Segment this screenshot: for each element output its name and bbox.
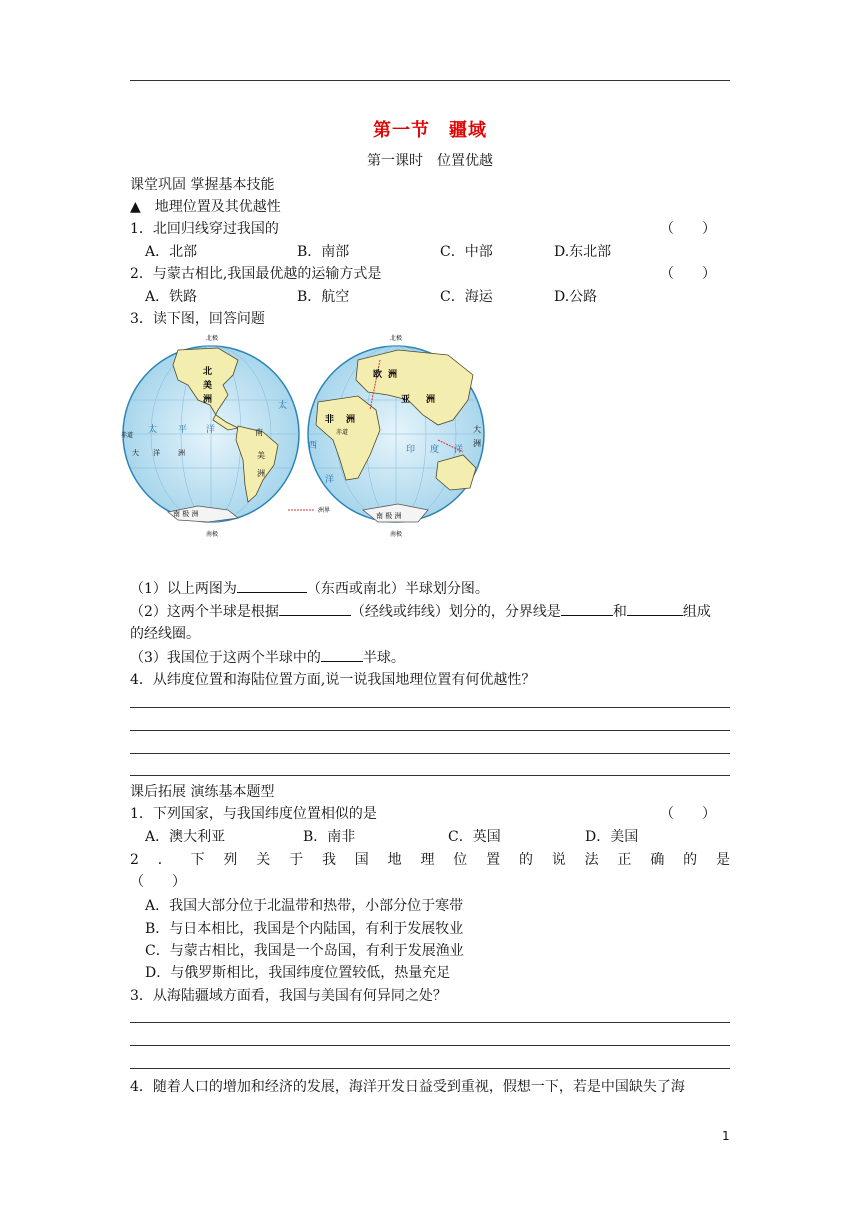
map-scale-label: 洲界 (318, 507, 331, 514)
pacific-label-3: 洋 (206, 425, 216, 435)
east-equator-label: 赤道 (336, 429, 349, 436)
header-rule (130, 80, 730, 81)
s1-q3-part1 (130, 578, 489, 599)
s1-q3-p2-end: 组成 (682, 604, 711, 620)
s1-q3-p2-blank2[interactable] (561, 601, 613, 616)
page-subtitle: 第一课时 位置优越 (367, 153, 493, 169)
s1-q3-p2-blank1[interactable] (279, 601, 351, 616)
s2-q1-option-b[interactable]: B．南非 (303, 829, 356, 845)
s1-q3-p3-prefix: （3）我国位于这两个半球中的 (130, 650, 321, 666)
s2-q2-option-d[interactable]: D．与俄罗斯相比，我国纬度位置较低，热量充足 (145, 965, 451, 981)
s1-q3-p2-blank3[interactable] (627, 601, 683, 616)
indian-label-3: 洋 (454, 445, 464, 455)
oceania-label-2: 洲 (473, 439, 481, 448)
page-title: 第一节 疆域 (373, 120, 487, 141)
s1-q2-option-a[interactable]: A．铁路 (145, 289, 198, 305)
s1-q1-option-b[interactable]: B．南部 (297, 244, 350, 260)
indian-label-2: 度 (430, 445, 440, 455)
west-north-pole-label: 北极 (206, 335, 219, 342)
s1-q1-text: 1．北回归线穿过我国的 (130, 221, 279, 237)
s1-q4-answer-line-3[interactable] (130, 753, 730, 754)
section2-heading: 课后拓展 演练基本题型 (130, 784, 275, 800)
s2-q3-answer-line-3[interactable] (130, 1068, 730, 1069)
s1-q1-option-d[interactable]: D.东北部 (554, 244, 612, 260)
s2-q1-option-d[interactable]: D．美国 (585, 829, 639, 845)
s2-q2-paren[interactable]: （ ） (130, 874, 186, 890)
pacific-label-2: 平 (178, 425, 188, 435)
s1-q3-part3 (130, 647, 405, 668)
ocean-label: 洋 (325, 475, 335, 485)
s1-q2-option-d[interactable]: D.公路 (554, 289, 598, 305)
s2-q3-answer-line-1[interactable] (130, 1022, 730, 1023)
s1-q1-paren[interactable]: （ ） (660, 221, 716, 237)
s2-q1-option-a[interactable]: A．澳大利亚 (145, 829, 226, 845)
europe-label-2: 洲 (388, 370, 398, 380)
s1-q3-p2-and: 和 (612, 604, 627, 620)
s1-q3-p3-blank[interactable] (321, 647, 363, 662)
indian-label-1: 印 (406, 445, 416, 455)
africa-label-1: 非 (325, 415, 335, 425)
s2-q1-option-c[interactable]: C．英国 (448, 829, 501, 845)
s1-q1-option-a[interactable]: A．北部 (145, 244, 198, 260)
s1-q1-option-c[interactable]: C．中部 (440, 244, 493, 260)
europe-label-1: 欧 (373, 370, 383, 380)
asia-label-2: 洲 (426, 395, 436, 405)
s1-q3-text: 3．读下图，回答问题 (130, 311, 265, 327)
s1-q4-answer-line-2[interactable] (130, 730, 730, 731)
sa-label-1: 南 (255, 428, 263, 437)
pacific-label-1: 太 (148, 425, 158, 435)
west-south-pole-label: 南极 (206, 531, 219, 538)
oceania-label-1: 大 (473, 425, 481, 434)
africa-label-2: 洲 (346, 415, 356, 425)
s2-q2-option-c[interactable]: C．与蒙古相比，我国是一个岛国，有利于发展渔业 (145, 943, 464, 959)
west-equator-label: 赤道 (121, 432, 134, 439)
west-small-label-3: 洲 (178, 449, 185, 457)
s1-q3-p1-prefix: （1）以上两图为 (130, 581, 237, 597)
s1-q4-answer-line-4[interactable] (130, 775, 730, 776)
s1-q2-text: 2．与蒙古相比,我国最优越的运输方式是 (130, 266, 382, 282)
s1-q4-answer-line-1[interactable] (130, 707, 730, 708)
s2-q2-option-b[interactable]: B．与日本相比，我国是个内陆国，有利于发展牧业 (145, 921, 464, 937)
east-south-pole-label: 南极 (390, 531, 403, 538)
s1-q3-p2-prefix: （2）这两个半球是根据 (130, 604, 279, 620)
s1-q3-p3-suffix: 半球。 (362, 650, 405, 666)
atlantic-east-label: 西 (308, 441, 318, 451)
west-small-label-2: 洋 (153, 449, 160, 457)
sa-label-2: 美 (257, 451, 265, 460)
s1-q2-paren[interactable]: （ ） (660, 266, 716, 282)
s1-q2-option-b[interactable]: B．航空 (297, 289, 350, 305)
s2-q2-option-a[interactable]: A．我国大部分位于北温带和热带，小部分位于寒带 (145, 898, 464, 914)
s2-q4-text: 4．随着人口的增加和经济的发展，海洋开发日益受到重视，假想一下，若是中国缺失了海 (130, 1079, 685, 1095)
na-label-1: 北 (203, 367, 213, 377)
na-label-2: 美 (203, 381, 213, 391)
asia-label-1: 亚 (401, 395, 411, 405)
sa-label-3: 洲 (257, 469, 265, 478)
section1-heading: 课堂巩固 掌握基本技能 (130, 177, 275, 193)
s2-q3-answer-line-2[interactable] (130, 1045, 730, 1046)
s2-q3-text: 3．从海陆疆域方面看，我国与美国有何异同之处？ (130, 988, 447, 1004)
s1-q3-p1-suffix: （东西或南北）半球划分图。 (306, 581, 489, 597)
east-antarctica-label: 南 极 洲 (376, 512, 402, 520)
s1-q3-p1-blank[interactable] (237, 578, 307, 593)
s2-q1-paren[interactable]: （ ） (660, 806, 716, 822)
s2-q1-text: 1．下列国家，与我国纬度位置相似的是 (130, 806, 377, 822)
s1-q3-p2-continuation: 的经线圈。 (130, 626, 200, 642)
atlantic-label: 太 (278, 401, 288, 411)
s1-q3-part2 (130, 601, 711, 622)
west-antarctica-label: 南 极 洲 (173, 510, 199, 518)
east-north-pole-label: 北极 (390, 335, 403, 342)
hemispheres-map (118, 330, 498, 542)
s1-q4-text: 4．从纬度位置和海陆位置方面,说一说我国地理位置有何优越性？ (130, 672, 536, 688)
west-small-label-1: 大 (132, 449, 139, 457)
na-label-3: 洲 (203, 395, 213, 405)
s2-q2-text: 2．下列关于我国地理位置的说法正确的是 (130, 852, 730, 868)
s1-q2-option-c[interactable]: C．海运 (440, 289, 493, 305)
section1-topic: ▲ 地理位置及其优越性 (130, 199, 281, 215)
page-number: 1 (722, 1129, 730, 1143)
s1-q3-p2-mid: （经线或纬线）划分的，分界线是 (350, 604, 561, 620)
